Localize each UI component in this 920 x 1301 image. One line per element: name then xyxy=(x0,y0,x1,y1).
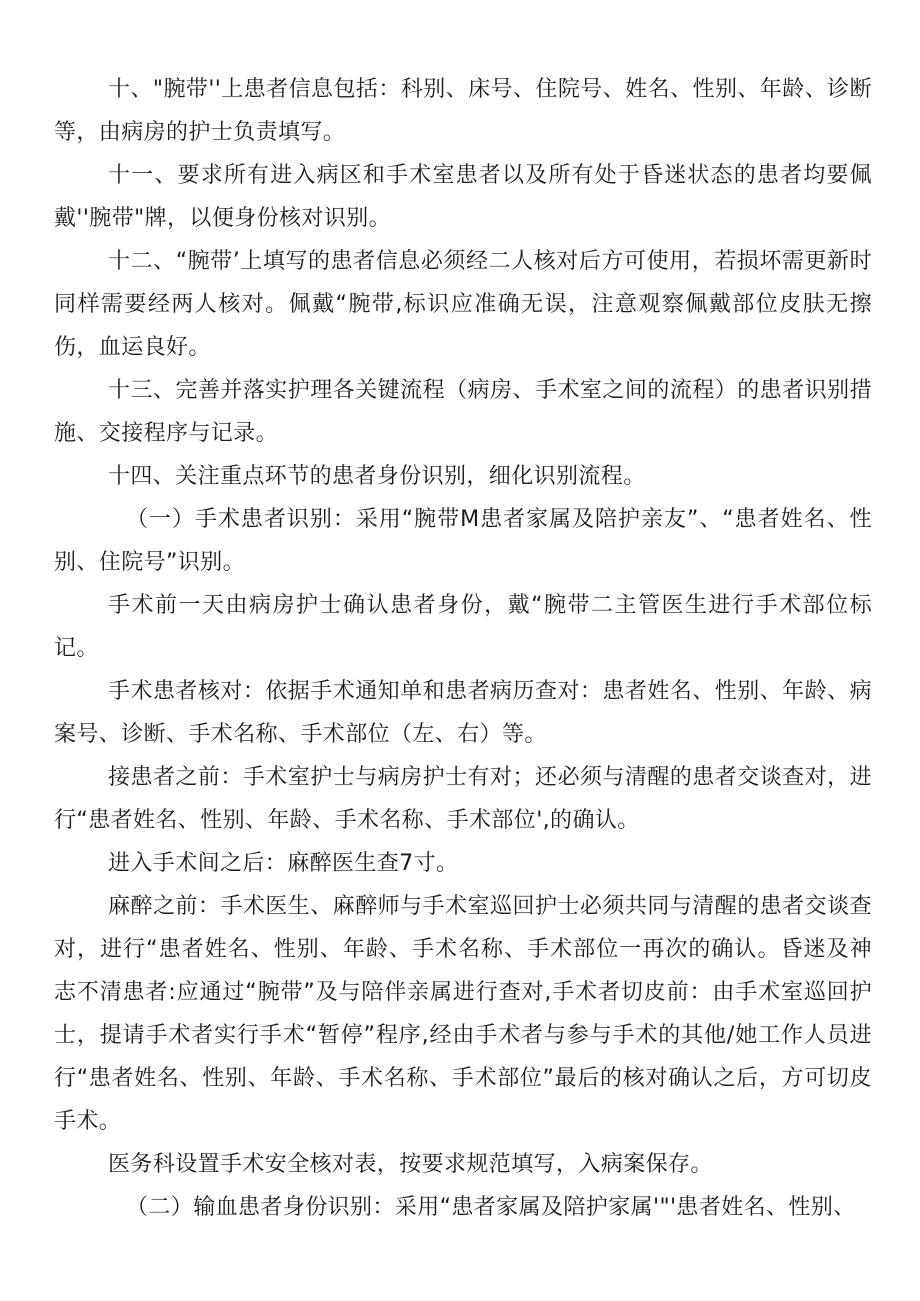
paragraph-10: 十、"腕带''上患者信息包括：科别、床号、住院号、姓名、性别、年龄、诊断等，由病房的护士负责填写。 xyxy=(54,77,872,145)
paragraph-before-pickup: 接患者之前：手术室护士与病房护士有对；还必须与清醒的患者交谈查对，进行“患者姓名、性别、年龄、手术名称、手术部位',的确认。 xyxy=(54,765,872,833)
paragraph-checklist: 医务科设置手术安全核对表，按要求规范填写，入病案保存。 xyxy=(108,1152,713,1177)
paragraph-surgery-check: 手术患者核对：依据手术通知单和患者病历查对：患者姓名、性别、年龄、病案号、诊断、手术名称、手术部位（左、右）等。 xyxy=(54,679,872,747)
paragraph-enter-or: 进入手术间之后：麻醉医生查7寸。 xyxy=(108,851,459,876)
paragraph-before-anesthesia: 麻醉之前：手术医生、麻醉师与手术室巡回护士必须共同与清醒的患者交谈查对，进行“患者姓名、性别、年龄、手术名称、手术部位一再次的确认。昏迷及神志不清患者:应通过“腕带”及与陪伴亲属进行查对,手术者切皮前：由手术室巡回护士，提请手术者实行手术“暂停”程序,经由手术者与参与手术的其他/她工作人员进行“患者姓名、性别、年龄、手术名称、手术部位”最后的核对确认之后，方可切皮手术。 xyxy=(54,894,872,1134)
subsection-transfusion-identification: （二）输血患者身份识别：采用“患者家属及陪护家属'"'患者姓名、性别、 xyxy=(126,1195,856,1220)
paragraph-11: 十一、要求所有进入病区和手术室患者以及所有处于昏迷状态的患者均要佩戴''腕带"牌，以便身份核对识别。 xyxy=(54,163,872,231)
paragraph-12: 十二、“腕带’上填写的患者信息必须经二人核对后方可使用，若损坏需更新时同样需要经两人核对。佩戴“腕带,标识应准确无误，注意观察佩戴部位皮肤无擦伤，血运良好。 xyxy=(54,249,872,360)
paragraph-14: 十四、关注重点环节的患者身份识别，细化识别流程。 xyxy=(108,464,646,489)
subsection-surgery-identification: （一）手术患者识别：采用“腕带M患者家属及陪护亲友”、“患者姓名、性别、住院号”识别。 xyxy=(54,507,872,575)
paragraph-pre-surgery: 手术前一天由病房护士确认患者身份，戴“腕带二主管医生进行手术部位标记。 xyxy=(54,593,872,661)
paragraph-13: 十三、完善并落实护理各关键流程（病房、手术室之间的流程）的患者识别措施、交接程序与记录。 xyxy=(54,378,872,446)
